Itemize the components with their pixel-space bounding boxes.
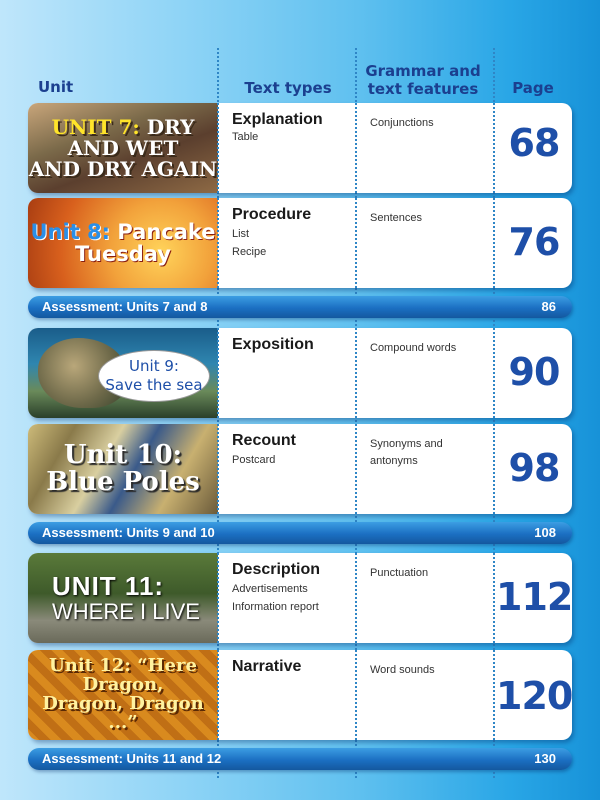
row-divider <box>355 198 357 288</box>
row-divider <box>217 328 219 418</box>
unit-10-thumbnail <box>28 424 218 514</box>
grammar-feature: Conjunctions <box>370 117 434 129</box>
assessment-bar-units-7-8[interactable] <box>28 296 572 318</box>
header-unit: Unit <box>38 78 74 96</box>
unit-11-thumbnail <box>28 553 218 643</box>
text-subtype: Advertisements <box>232 583 308 595</box>
row-divider <box>217 553 219 643</box>
header-grammar-line2: text features <box>367 80 479 98</box>
page-number: 68 <box>508 121 560 165</box>
page-number: 112 <box>496 575 572 619</box>
assessment-label: Assessment: Units 11 and 12 <box>42 751 222 766</box>
text-subtype: List <box>232 228 250 240</box>
unit-row-8[interactable] <box>28 198 572 288</box>
row-divider <box>217 424 219 514</box>
unit-10-thumbnail-title <box>46 439 200 497</box>
text-subtype: Recipe <box>232 246 267 258</box>
unit-row-12[interactable] <box>28 650 572 740</box>
row-divider <box>217 198 219 288</box>
row-divider <box>493 424 495 514</box>
unit-7-title-1: DRY AND WET <box>67 114 195 160</box>
grammar-feature: Compound words <box>370 342 457 354</box>
text-type: Description <box>232 561 321 578</box>
row-divider <box>493 328 495 418</box>
unit-row-9[interactable] <box>28 328 572 418</box>
header-text-types: Text types <box>244 79 332 97</box>
assessment-page: 130 <box>534 751 556 766</box>
row-divider <box>493 103 495 193</box>
unit-9-thumbnail <box>28 328 218 418</box>
assessment-bar-units-11-12[interactable] <box>28 748 572 770</box>
unit-row-10[interactable] <box>28 424 572 514</box>
unit-7-thumbnail-title <box>28 114 218 181</box>
text-type: Narrative <box>232 658 302 675</box>
unit-7-number: UNIT 7: <box>51 114 140 139</box>
row-divider <box>355 103 357 193</box>
grammar-feature <box>370 436 490 470</box>
text-type: Exposition <box>232 336 314 353</box>
grammar-feature: Sentences <box>370 212 422 224</box>
unit-11-number: UNIT 11: <box>52 570 165 601</box>
unit-8-thumbnail-title <box>30 221 215 265</box>
unit-9-number: Unit 9: <box>129 357 179 375</box>
unit-12-title-2: Dragon, Dragon ...” <box>42 693 204 733</box>
unit-7-title-2: AND DRY AGAIN <box>28 156 218 181</box>
row-divider <box>493 650 495 740</box>
grammar-feature: Punctuation <box>370 567 429 579</box>
unit-8-thumbnail <box>28 198 218 288</box>
text-type: Explanation <box>232 111 323 128</box>
unit-10-number: Unit 10: <box>63 439 183 470</box>
row-divider <box>355 650 357 740</box>
grammar-feature-line: Synonyms and <box>370 438 443 450</box>
unit-row-7[interactable] <box>28 103 572 193</box>
unit-11-title: WHERE I LIVE <box>52 599 200 625</box>
unit-10-title: Blue Poles <box>46 467 200 497</box>
unit-8-number: Unit 8: <box>30 219 111 244</box>
grammar-feature-line: antonyms <box>370 455 418 467</box>
text-type: Procedure <box>232 206 312 223</box>
text-subtype: Postcard <box>232 454 276 466</box>
page-number: 76 <box>508 220 560 264</box>
header-grammar-line1: Grammar and <box>365 62 481 80</box>
row-divider <box>355 553 357 643</box>
text-type: Recount <box>232 432 296 449</box>
text-subtype: Information report <box>232 601 319 613</box>
text-subtype: Table <box>232 131 259 143</box>
unit-8-title-1: Pancake <box>110 219 216 244</box>
assessment-bar-units-9-10[interactable] <box>28 522 572 544</box>
unit-12-thumbnail <box>28 650 218 740</box>
unit-8-title-2: Tuesday <box>75 242 171 266</box>
row-divider <box>493 553 495 643</box>
page-number: 120 <box>496 674 572 718</box>
assessment-label: Assessment: Units 9 and 10 <box>42 525 215 540</box>
row-divider <box>355 424 357 514</box>
page-number: 98 <box>508 446 560 490</box>
speech-bubble <box>98 350 210 402</box>
assessment-page: 86 <box>541 299 556 314</box>
unit-12-title-1: Unit 12: “Here Dragon, <box>49 655 197 696</box>
unit-row-11[interactable] <box>28 553 572 643</box>
header-page: Page <box>512 79 554 97</box>
grammar-feature: Word sounds <box>370 664 435 676</box>
unit-9-title: Save the sea <box>105 376 203 394</box>
header-grammar <box>360 62 486 98</box>
unit-7-thumbnail <box>28 103 218 193</box>
unit-12-thumbnail-title <box>28 657 218 733</box>
assessment-page: 108 <box>534 525 556 540</box>
row-divider <box>493 198 495 288</box>
row-divider <box>355 328 357 418</box>
unit-11-thumbnail-title <box>46 570 200 625</box>
assessment-label: Assessment: Units 7 and 8 <box>42 299 208 314</box>
page-number: 90 <box>508 350 560 394</box>
